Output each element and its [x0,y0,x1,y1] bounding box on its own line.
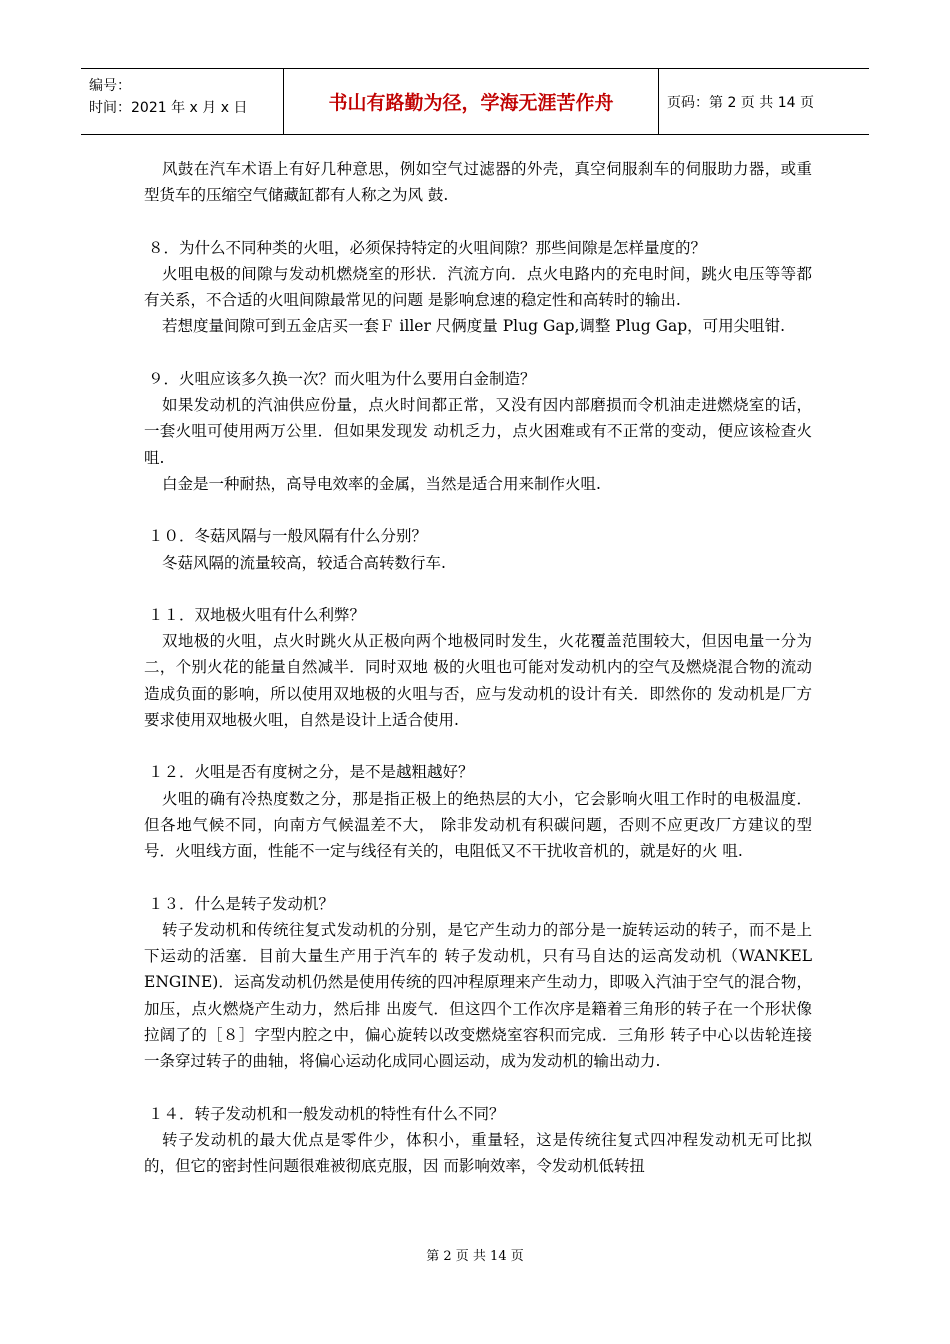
answer-paragraph: 转子发动机的最大优点是零件少，体积小，重量轻，这是传统往复式四冲程发动机无可比拟的，但它的密封性问题很难被彻底克服，因 而影响效率，令发动机低转扭 [144,1130,812,1176]
qa-section [144,523,812,576]
header-motto-cell [283,69,659,134]
answer-paragraph: 若想度量间隙可到五金店买一套Ｆ iller 尺俩度量 Plug Gap,调整 Plug Gap，可用尖咀钳. [162,317,786,336]
answer-paragraph: 火咀电极的间隙与发动机燃烧室的形状．汽流方向．点火电路内的充电时间，跳火电压等等都有关系，不合适的火咀间隙最常见的问题 是影响怠速的稳定性和高转时的输出. [144,264,812,310]
question-heading: １２．火咀是否有度树之分，是不是越粗越好？ [148,763,474,782]
answer-paragraph: 转子发动机和传统往复式发动机的分别，是它产生动力的部分是一旋转运动的转子，而不是上下运动的活塞．目前大量生产用于汽车的 转子发动机，只有马自达的运高发动机（WANKEL ENGINE)．运高发动机仍然是使用传统的四冲程原理来产生动力，即吸入汽油于空气的混合物，加压，点火燃烧产生动力，然后排 出废气．但这四个工作次序是籍着三角形的转子在一个形状像拉阔了的［８］字型内腔之中，偏心旋转以改变燃烧室容积而完成．三角形 转子中心以齿轮连接一条穿过转子的曲轴，将偏心运动化成同心圆运动，成为发动机的输出动力. [144,920,812,1071]
qa-section [144,156,812,209]
serial-label: 编号： [89,78,131,94]
question-heading: １４．转子发动机和一般发动机的特性有什么不同？ [148,1104,505,1123]
question-heading: １３．什么是转子发动机？ [148,894,335,913]
answer-paragraph: 冬菇风隔的流量较高，较适合高转数行车. [162,553,446,572]
question-heading: ８．为什么不同种类的火咀，必须保持特定的火咀间隙？那些间隙是怎样量度的？ [148,238,707,257]
page-label: 页码：第 2 页 共 14 页 [667,94,814,111]
qa-section [144,366,812,497]
date-label: 时间：2021 年 x 月 x 日 [89,100,248,116]
answer-paragraph: 双地极的火咀，点火时跳火从正极向两个地极同时发生，火花覆盖范围较大，但因电量一分为二，个别火花的能量自然减半．同时双地 极的火咀也可能对发动机内的空气及燃烧混合物的流动造成负面的影响，所以使用双地极的火咀与否，应与发动机的设计有关．即然你的 发动机是厂方要求使用双地极火咀，自然是设计上适合使用. [144,632,812,730]
motto: 书山有路勤为径，学海无涯苦作舟 [328,92,614,114]
page-footer: 第 2 页 共 14 页 [426,1249,524,1264]
question-heading: ９．火咀应该多久换一次？而火咀为什么要用白金制造？ [148,369,536,388]
answer-paragraph: 如果发动机的汽油供应份量，点火时间都正常，又没有因内部磨损而令机油走进燃烧室的话，一套火咀可使用两万公里．但如果发现发 动机乏力，点火困难或有不正常的变动，便应该检查火咀. [144,396,812,467]
answer-paragraph: 风鼓在汽车术语上有好几种意思，例如空气过滤器的外壳，真空伺服刹车的伺服助力器，或重型货车的压缩空气储藏缸都有人称之为风 鼓. [144,160,812,205]
header-table [81,68,869,135]
answer-paragraph: 火咀的确有冷热度数之分，那是指正极上的绝热层的大小，它会影响火咀工作时的电极温度．但各地气候不同，向南方气候温差不大， 除非发动机有积碳问题，否则不应更改厂方建议的型号．火咀线方面，性能不一定与线径有关的，电阻低又不干扰收音机的，就是好的火 咀. [144,789,812,861]
question-heading: １０．冬菇风隔与一般风隔有什么分别？ [148,527,428,546]
header-page-cell [659,69,869,134]
header-info-cell [81,69,283,134]
question-heading: １１．双地极火咀有什么利弊？ [148,605,366,624]
qa-section [144,602,812,733]
document-body [144,156,812,1206]
qa-section [144,759,812,864]
qa-section [144,1101,812,1180]
qa-section [144,891,812,1075]
answer-paragraph: 白金是一种耐热，高导电效率的金属，当然是适合用来制作火咀. [162,474,601,493]
qa-section [144,235,812,340]
